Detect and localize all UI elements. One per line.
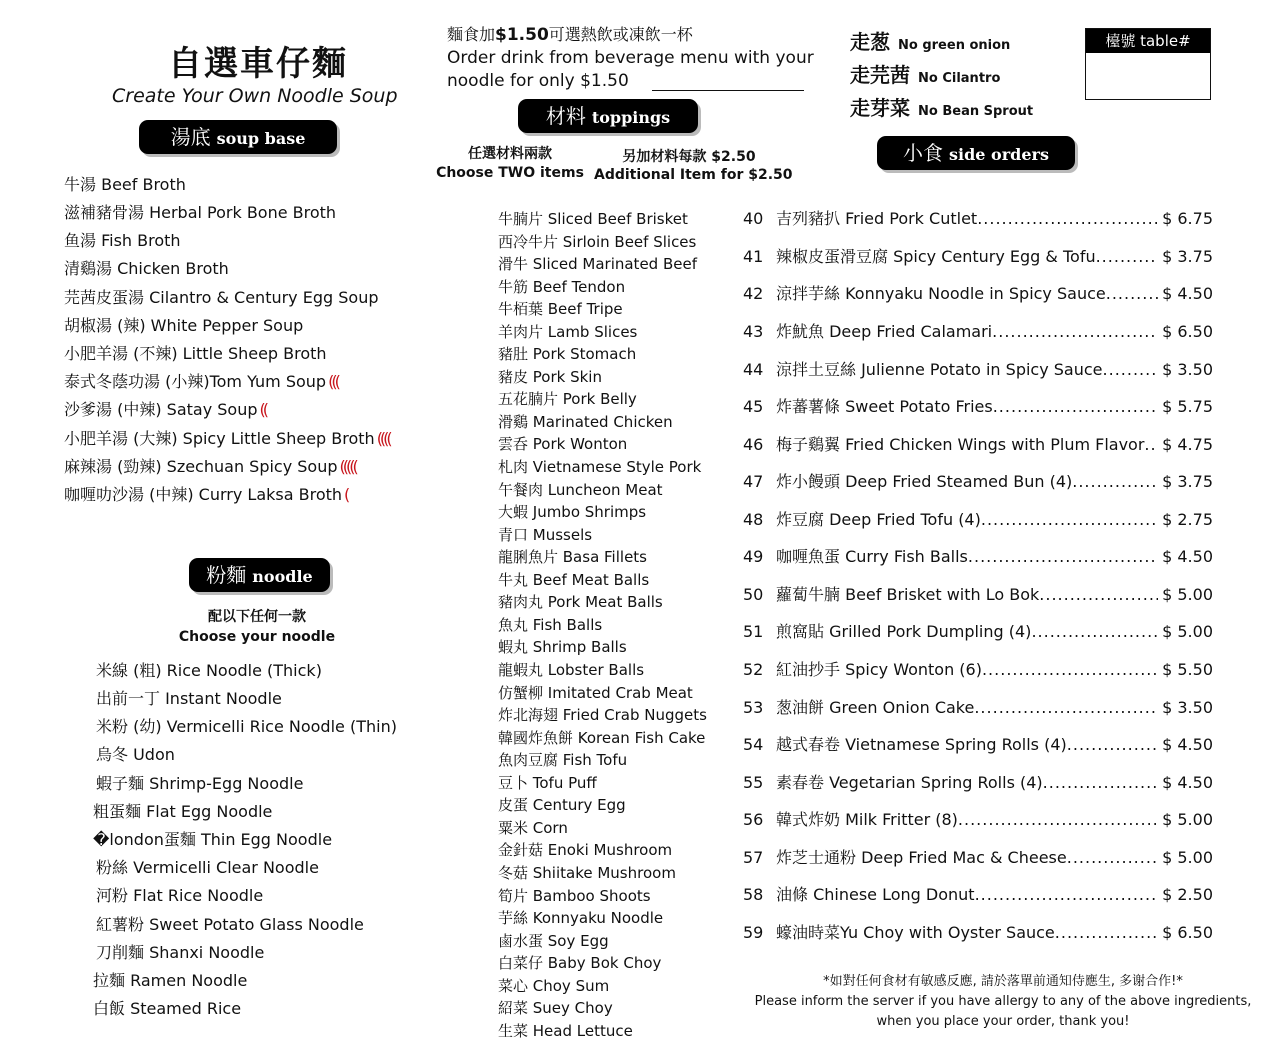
soup-item-label: 胡椒湯 (辣) White Pepper Soup xyxy=(64,316,304,335)
leader-dots xyxy=(975,885,1159,904)
side-orders-header-cn: 小食 xyxy=(903,141,944,165)
topping-item: 魚丸 Fish Balls xyxy=(498,616,603,634)
side-order-number: 48 xyxy=(743,510,764,529)
soup-item xyxy=(64,285,379,308)
leader-dots xyxy=(1144,435,1158,454)
side-order-row xyxy=(743,319,1213,342)
topping-item: 羊肉片 Lamb Slices xyxy=(498,323,638,341)
modifier-en: No Cilantro xyxy=(918,71,1001,86)
topping-item: 牛腩片 Sliced Beef Brisket xyxy=(498,210,688,228)
drink-note-price: $1.50 xyxy=(495,25,549,45)
soup-item xyxy=(64,397,266,420)
topping-item: 龍蝦丸 Lobster Balls xyxy=(498,661,645,679)
side-order-price: $ 3.50 xyxy=(1162,698,1213,717)
side-order-row xyxy=(743,845,1213,868)
topping-item: 午餐肉 Luncheon Meat xyxy=(498,481,663,499)
side-order-price: $ 5.50 xyxy=(1162,660,1213,679)
side-orders-header-en: side orders xyxy=(949,145,1049,164)
modifier-no-green-onion xyxy=(850,26,1010,55)
side-order-price: $ 6.50 xyxy=(1162,923,1213,942)
soup-item xyxy=(64,228,181,251)
side-order-price: $ 5.00 xyxy=(1162,810,1213,829)
topping-item: 滑鷄 Marinated Chicken xyxy=(498,413,673,431)
soup-item xyxy=(64,454,356,477)
leader-dots xyxy=(968,547,1158,566)
soup-base-header xyxy=(139,120,337,154)
side-order-price: $ 4.50 xyxy=(1162,547,1213,566)
modifier-cn: 走芽菜 xyxy=(850,96,910,120)
modifier-en: No Bean Sprout xyxy=(918,104,1034,119)
noodle-item: �london蛋麵 Thin Egg Noodle xyxy=(93,830,333,849)
soup-item-label: 滋補豬骨湯 Herbal Pork Bone Broth xyxy=(64,203,337,222)
topping-item: 冬菇 Shiitake Mushroom xyxy=(498,864,676,882)
topping-item: 牛丸 Beef Meat Balls xyxy=(498,571,650,589)
noodle-header-cn: 粉麵 xyxy=(206,563,247,587)
side-order-name: 素春卷 Vegetarian Spring Rolls (4) xyxy=(776,773,1043,792)
table-number-label: 檯號 table# xyxy=(1086,29,1210,53)
topping-item: 粟米 Corn xyxy=(498,819,568,837)
side-order-number: 59 xyxy=(743,923,764,942)
side-order-row xyxy=(743,920,1213,943)
allergy-notice xyxy=(748,972,1258,1032)
side-order-name: 咖喱魚蛋 Curry Fish Balls xyxy=(776,547,968,566)
side-order-price: $ 4.50 xyxy=(1162,735,1213,754)
topping-item: 韓國炸魚餅 Korean Fish Cake xyxy=(498,729,706,747)
topping-item: 菜心 Choy Sum xyxy=(498,977,610,995)
leader-dots xyxy=(1039,585,1158,604)
soup-item xyxy=(64,426,390,449)
side-order-name: 紅油抄手 Spicy Wonton (6) xyxy=(776,660,982,679)
noodle-sub-cn: 配以下任何一款 xyxy=(208,609,306,625)
leader-dots xyxy=(958,810,1158,829)
soup-base-list xyxy=(64,172,434,512)
side-order-name: 涼拌土豆絲 Julienne Potato in Spicy Sauce xyxy=(776,360,1103,379)
side-order-name: 吉列豬扒 Fried Pork Cutlet xyxy=(776,209,978,228)
noodle-item: 紅薯粉 Sweet Potato Glass Noodle xyxy=(96,915,364,934)
noodle-item: 米粉 (幼) Vermicelli Rice Noodle (Thin) xyxy=(96,717,397,736)
side-order-price: $ 2.75 xyxy=(1162,510,1213,529)
side-order-row xyxy=(743,544,1213,567)
side-orders-list xyxy=(743,206,1213,946)
side-order-name: 蘿蔔牛腩 Beef Brisket with Lo Bok xyxy=(776,585,1040,604)
chili-pepper-icon: (( xyxy=(259,400,266,419)
drink-note-underline xyxy=(652,90,804,91)
topping-item: 牛栢葉 Beef Tripe xyxy=(498,300,623,318)
modifier-cn: 走芫茜 xyxy=(850,63,910,87)
side-order-row xyxy=(743,357,1213,380)
side-order-number: 46 xyxy=(743,435,764,454)
soup-item xyxy=(64,172,186,195)
toppings-sub2-cn: 另加材料每款 $2.50 xyxy=(622,149,756,165)
topping-item: 大蝦 Jumbo Shrimps xyxy=(498,503,647,521)
side-order-name: 梅子鷄翼 Fried Chicken Wings with Plum Flavor xyxy=(776,435,1145,454)
topping-item: 鹵水蛋 Soy Egg xyxy=(498,932,609,950)
side-order-number: 50 xyxy=(743,585,764,604)
topping-item: 青口 Mussels xyxy=(498,526,593,544)
topping-item: 滑牛 Sliced Marinated Beef xyxy=(498,255,697,273)
side-order-price: $ 2.50 xyxy=(1162,885,1213,904)
side-order-number: 53 xyxy=(743,698,764,717)
modifier-no-bean-sprout xyxy=(850,92,1033,121)
side-order-number: 41 xyxy=(743,247,764,266)
leader-dots xyxy=(993,397,1158,416)
side-order-price: $ 3.75 xyxy=(1162,472,1213,491)
soup-item xyxy=(64,200,336,223)
noodle-item: 出前一丁 Instant Noodle xyxy=(96,689,282,708)
soup-item-label: 咖喱叻沙湯 (中辣) Curry Laksa Broth xyxy=(64,485,343,504)
topping-item: 龍脷魚片 Basa Fillets xyxy=(498,548,647,566)
side-order-price: $ 4.50 xyxy=(1162,773,1213,792)
modifier-cn: 走葱 xyxy=(850,30,890,54)
leader-dots xyxy=(1096,247,1159,266)
side-order-name: 炸蕃薯條 Sweet Potato Fries xyxy=(776,397,993,416)
side-order-price: $ 5.75 xyxy=(1162,397,1213,416)
side-order-row xyxy=(743,732,1213,755)
topping-item: 蝦丸 Shrimp Balls xyxy=(498,638,627,656)
side-order-row xyxy=(743,882,1213,905)
table-number-box[interactable] xyxy=(1085,28,1211,100)
noodle-item: 烏冬 Udon xyxy=(96,745,175,764)
side-order-name: 蠔油時菜Yu Choy with Oyster Sauce xyxy=(776,923,1055,942)
toppings-header-en: toppings xyxy=(591,108,671,127)
leader-dots xyxy=(1067,848,1158,867)
side-order-name: 涼拌芋絲 Konnyaku Noodle in Spicy Sauce xyxy=(776,284,1106,303)
topping-item: 牛筋 Beef Tendon xyxy=(498,278,626,296)
leader-dots xyxy=(977,209,1158,228)
leader-dots xyxy=(1043,773,1158,792)
side-order-name: 炸魷魚 Deep Fried Calamari xyxy=(776,322,993,341)
allergy-line-en1: Please inform the server if you have allergy to any of the above ingredients, xyxy=(754,994,1252,1009)
soup-item-label: 沙爹湯 (中辣) Satay Soup xyxy=(64,400,258,419)
soup-item-label: 牛湯 Beef Broth xyxy=(64,175,186,194)
side-order-name: 韓式炸奶 Milk Fritter (8) xyxy=(776,810,958,829)
side-order-name: 辣椒皮蛋滑豆腐 Spicy Century Egg & Tofu xyxy=(776,247,1096,266)
side-order-price: $ 6.50 xyxy=(1162,322,1213,341)
side-order-name: 葱油餅 Green Onion Cake xyxy=(776,698,975,717)
chili-pepper-icon: ( xyxy=(344,485,348,504)
soup-item-label: 清鷄湯 Chicken Broth xyxy=(64,259,229,278)
side-order-price: $ 3.75 xyxy=(1162,247,1213,266)
side-order-row xyxy=(743,244,1213,267)
side-order-price: $ 5.00 xyxy=(1162,585,1213,604)
topping-item: 白菜仔 Baby Bok Choy xyxy=(498,954,662,972)
leader-dots xyxy=(981,510,1158,529)
side-order-name: 煎窩貼 Grilled Pork Dumpling (4) xyxy=(776,622,1032,641)
toppings-header-cn: 材料 xyxy=(545,104,586,128)
noodle-item: 蝦子麵 Shrimp-Egg Noodle xyxy=(96,774,304,793)
side-order-row xyxy=(743,206,1213,229)
leader-dots xyxy=(982,660,1158,679)
side-order-row xyxy=(743,469,1213,492)
drink-note-line1 xyxy=(447,22,693,45)
soup-item-label: 小肥羊湯 (不辣) Little Sheep Broth xyxy=(64,344,327,363)
side-order-row xyxy=(743,807,1213,830)
drink-note-prefix: 麵食加 xyxy=(447,25,496,44)
leader-dots xyxy=(974,698,1158,717)
toppings-header xyxy=(518,99,698,133)
toppings-list xyxy=(498,208,738,1050)
noodle-list xyxy=(93,658,423,1028)
leader-dots xyxy=(1067,735,1158,754)
leader-dots xyxy=(992,322,1158,341)
soup-item xyxy=(64,341,327,364)
topping-item: 筍片 Bamboo Shoots xyxy=(498,887,651,905)
side-order-row xyxy=(743,281,1213,304)
noodle-item: 河粉 Flat Rice Noodle xyxy=(96,886,264,905)
side-order-row xyxy=(743,695,1213,718)
menu-title-english: Create Your Own Noodle Soup xyxy=(112,85,398,107)
side-order-price: $ 4.50 xyxy=(1162,284,1213,303)
topping-item: 炸北海翅 Fried Crab Nuggets xyxy=(498,706,707,724)
topping-item: 魚肉豆腐 Fish Tofu xyxy=(498,751,628,769)
side-order-number: 40 xyxy=(743,209,764,228)
side-order-number: 54 xyxy=(743,735,764,754)
side-order-name: 炸豆腐 Deep Fried Tofu (4) xyxy=(776,510,981,529)
noodle-item: 粗蛋麵 Flat Egg Noodle xyxy=(93,802,273,821)
side-order-number: 52 xyxy=(743,660,764,679)
topping-item: 芋絲 Konnyaku Noodle xyxy=(498,909,664,927)
soup-item xyxy=(64,482,347,505)
noodle-item: 白飯 Steamed Rice xyxy=(93,999,242,1018)
toppings-sub1-en: Choose TWO items xyxy=(436,165,584,181)
toppings-sub2-en: Additional Item for $2.50 xyxy=(594,167,793,183)
soup-item-label: 泰式冬蔭功湯 (小辣)Tom Yum Soup xyxy=(64,372,327,391)
side-order-row xyxy=(743,770,1213,793)
soup-item xyxy=(64,313,303,336)
leader-dots xyxy=(1106,284,1158,303)
modifier-no-cilantro xyxy=(850,59,1000,88)
noodle-item: 米線 (粗) Rice Noodle (Thick) xyxy=(96,661,322,680)
topping-item: 五花腩片 Pork Belly xyxy=(498,390,637,408)
menu-title-chinese: 自選車仔麵 xyxy=(168,44,348,84)
leader-dots xyxy=(1055,923,1158,942)
leader-dots xyxy=(1103,360,1159,379)
topping-item: 生菜 Head Lettuce xyxy=(498,1022,633,1040)
side-order-row xyxy=(743,432,1213,455)
side-order-number: 51 xyxy=(743,622,764,641)
side-order-price: $ 5.00 xyxy=(1162,848,1213,867)
side-order-row xyxy=(743,619,1213,642)
side-order-price: $ 3.50 xyxy=(1162,360,1213,379)
drink-note-line3: noodle for only $1.50 xyxy=(447,71,629,91)
side-order-name: 炸芝士通粉 Deep Fried Mac & Cheese xyxy=(776,848,1067,867)
topping-item: 金針菇 Enoki Mushroom xyxy=(498,841,673,859)
soup-item-label: 麻辣湯 (勁辣) Szechuan Spicy Soup xyxy=(64,457,338,476)
side-order-number: 42 xyxy=(743,284,764,303)
topping-item: 豬皮 Pork Skin xyxy=(498,368,602,386)
side-order-row xyxy=(743,507,1213,530)
noodle-sub-en: Choose your noodle xyxy=(178,629,336,645)
side-order-number: 44 xyxy=(743,360,764,379)
topping-item: 皮蛋 Century Egg xyxy=(498,796,626,814)
side-order-number: 56 xyxy=(743,810,764,829)
toppings-sub1-cn: 任選材料兩款 xyxy=(468,146,552,162)
side-orders-header xyxy=(877,136,1075,170)
side-order-number: 43 xyxy=(743,322,764,341)
side-order-price: $ 4.75 xyxy=(1162,435,1213,454)
topping-item: 豬肚 Pork Stomach xyxy=(498,345,637,363)
chili-pepper-icon: ((( xyxy=(328,372,338,391)
side-order-number: 55 xyxy=(743,773,764,792)
soup-item-label: 芫茜皮蛋湯 Cilantro & Century Egg Soup xyxy=(64,288,379,307)
side-order-row xyxy=(743,582,1213,605)
side-order-number: 45 xyxy=(743,397,764,416)
side-order-price: $ 5.00 xyxy=(1162,622,1213,641)
noodle-header xyxy=(189,558,330,592)
side-order-number: 57 xyxy=(743,848,764,867)
topping-item: 仿蟹柳 Imitated Crab Meat xyxy=(498,684,693,702)
topping-item: 雲呑 Pork Wonton xyxy=(498,435,628,453)
side-order-number: 47 xyxy=(743,472,764,491)
allergy-line-en2: when you place your order, thank you! xyxy=(876,1014,1130,1029)
chili-pepper-icon: ((((( xyxy=(339,457,356,476)
leader-dots xyxy=(1031,622,1158,641)
noodle-header-en: noodle xyxy=(252,567,313,586)
topping-item: 紹菜 Suey Choy xyxy=(498,999,613,1017)
allergy-line-cn: *如對任何食材有敏感反應, 請於落單前通知侍應生, 多谢合作!* xyxy=(823,974,1183,989)
drink-note-suffix: 可選熱飲或凍飲一杯 xyxy=(548,25,693,44)
topping-item: 豬肉丸 Pork Meat Balls xyxy=(498,593,663,611)
topping-item: 札肉 Vietnamese Style Pork xyxy=(498,458,702,476)
chili-pepper-icon: (((( xyxy=(376,429,390,448)
side-order-name: 越式春卷 Vietnamese Spring Rolls (4) xyxy=(776,735,1067,754)
side-order-number: 58 xyxy=(743,885,764,904)
soup-item-label: 小肥羊湯 (大辣) Spicy Little Sheep Broth xyxy=(64,429,375,448)
soup-item xyxy=(64,369,338,392)
soup-base-header-cn: 湯底 xyxy=(170,125,211,149)
leader-dots xyxy=(1072,472,1158,491)
noodle-item: 刀削麵 Shanxi Noodle xyxy=(96,943,265,962)
side-order-name: 炸小饅頭 Deep Fried Steamed Bun (4) xyxy=(776,472,1073,491)
soup-base-header-en: soup base xyxy=(216,129,306,148)
topping-item: 豆卜 Tofu Puff xyxy=(498,774,597,792)
soup-item-label: 鱼湯 Fish Broth xyxy=(64,231,181,250)
side-order-name: 油條 Chinese Long Donut xyxy=(776,885,975,904)
side-order-number: 49 xyxy=(743,547,764,566)
side-order-row xyxy=(743,394,1213,417)
drink-note-line2: Order drink from beverage menu with your xyxy=(447,48,814,68)
topping-item: 西冷牛片 Sirloin Beef Slices xyxy=(498,233,697,251)
side-order-price: $ 6.75 xyxy=(1162,209,1213,228)
noodle-item: 拉麵 Ramen Noodle xyxy=(93,971,248,990)
side-order-row xyxy=(743,657,1213,680)
soup-item xyxy=(64,256,229,279)
noodle-item: 粉絲 Vermicelli Clear Noodle xyxy=(96,858,319,877)
modifier-en: No green onion xyxy=(898,38,1011,53)
